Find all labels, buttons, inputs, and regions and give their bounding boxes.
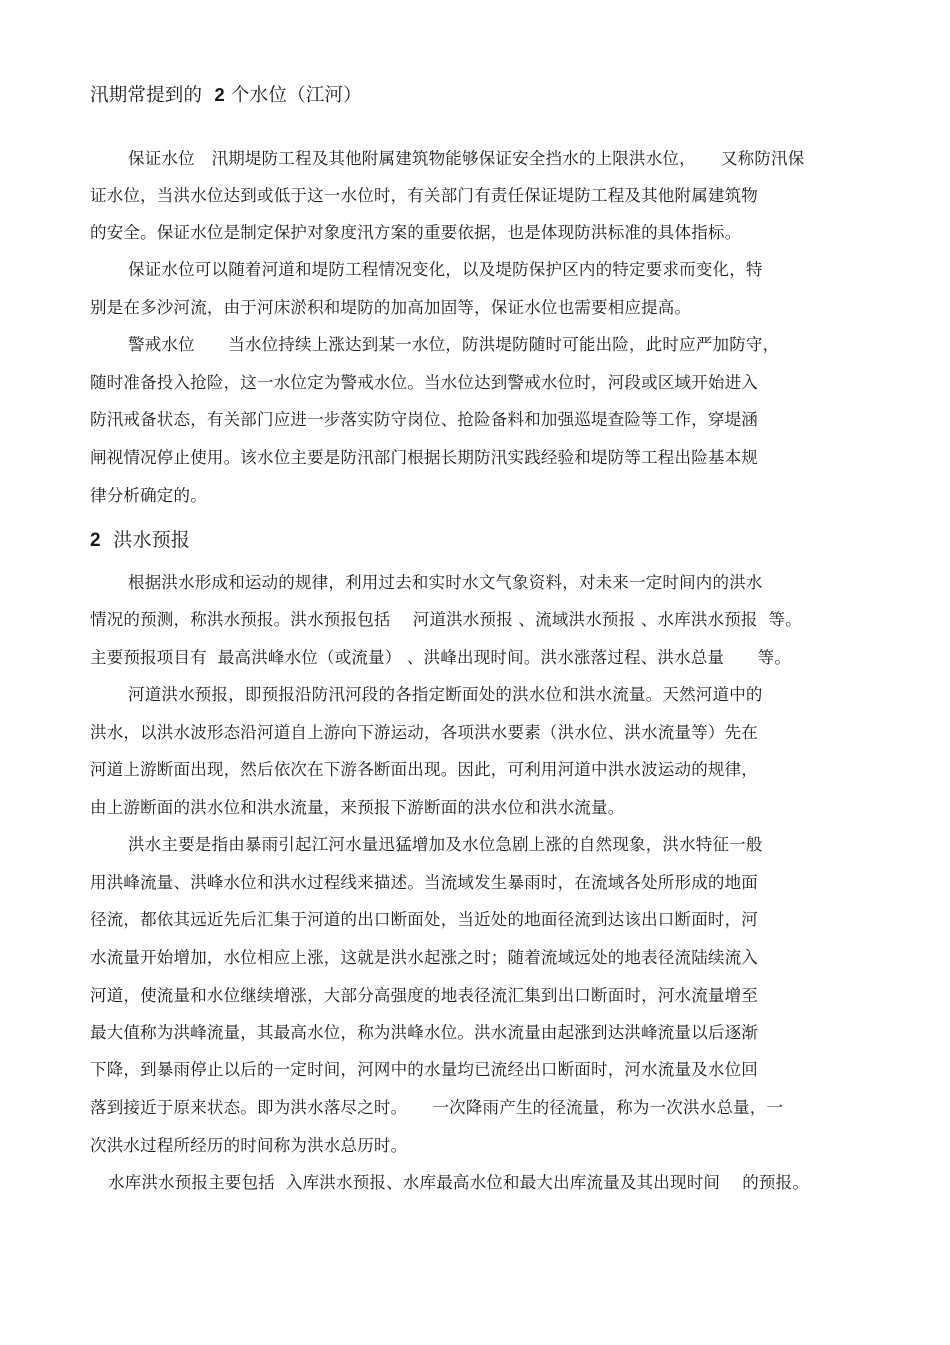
paragraph-line: 律分析确定的。 [90, 486, 207, 505]
paragraph-line: 保证水位 汛期堤防工程及其他附属建筑物能够保证安全挡水的上限洪水位， 又称防汛保 [128, 149, 805, 168]
paragraph-line: 水库洪水预报主要包括 入库洪水预报、水库最高水位和最大出库流量及其出现时间 的预报。 [108, 1173, 810, 1192]
paragraph-line: 最大值称为洪峰流量，其最高水位，称为洪峰水位。洪水流量由起涨到达洪峰流量以后逐渐 [90, 1023, 758, 1042]
paragraph-line: 河道，使流量和水位继续增涨，大部分高强度的地表径流汇集到出口断面时，河水流量增至 [90, 986, 758, 1005]
paragraph-line: 洪水，以洪水波形态沿河道自上游向下游运动，各项洪水要素（洪水位、洪水流量等）先在 [90, 723, 758, 742]
section-number: 2 [90, 530, 101, 551]
paragraph-line: 用洪峰流量、洪峰水位和洪水过程线来描述。当流域发生暴雨时，在流域各处所形成的地面 [90, 873, 758, 892]
paragraph-line: 闸视情况停止使用。该水位主要是防汛部门根据长期防汛实践经验和堤防等工程出险基本规 [90, 448, 758, 467]
paragraph-line: 主要预报项目有 最高洪峰水位（或流量） 、洪峰出现时间。洪水涨落过程、洪水总量 等。 [90, 648, 792, 667]
paragraph-line: 情况的预测，称洪水预报。洪水预报包括 河道洪水预报 、流域洪水预报 、水库洪水预报 等。 [90, 610, 802, 629]
heading-prefix: 汛期常提到的 [90, 85, 203, 106]
paragraph-line: 洪水主要是指由暴雨引起江河水量迅猛增加及水位急剧上涨的自然现象，洪水特征一般 [128, 835, 763, 854]
paragraph-line: 河道洪水预报，即预报沿防汛河段的各指定断面处的洪水位和洪水流量。天然河道中的 [128, 685, 763, 704]
paragraph-line: 水流量开始增加，水位相应上涨，这就是洪水起涨之时；随着流域远处的地表径流陆续流入 [90, 948, 758, 967]
paragraph-line: 根据洪水形成和运动的规律，利用过去和实时水文气象资料，对未来一定时间内的洪水 [128, 573, 763, 592]
paragraph-line: 落到接近于原来状态。即为洪水落尽之时。 一次降雨产生的径流量，称为一次洪水总量，一 [90, 1098, 784, 1117]
paragraph-line: 防汛戒备状态，有关部门应进一步落实防守岗位、抢险备料和加强巡堤查险等工作，穿堤涵 [90, 410, 758, 429]
paragraph-line: 径流，都依其远近先后汇集于河道的出口断面处，当近处的地面径流到达该出口断面时，河 [90, 910, 758, 929]
paragraph-line: 河道上游断面出现，然后依次在下游各断面出现。因此，可利用河道中洪水波运动的规律， [90, 760, 758, 779]
heading-water-levels [90, 83, 362, 108]
section-title: 洪水预报 [113, 529, 191, 551]
paragraph-line: 次洪水过程所经历的时间称为洪水总历时。 [90, 1136, 408, 1155]
heading-number: 2 [214, 84, 225, 105]
paragraph-line: 由上游断面的洪水位和洪水流量，来预报下游断面的洪水位和洪水流量。 [90, 798, 625, 817]
paragraph-line: 保证水位可以随着河道和堤防工程情况变化，以及堤防保护区内的特定要求而变化，特 [128, 260, 763, 279]
paragraph-line: 警戒水位 当水位持续上涨达到某一水位，防洪堤防随时可能出险，此时应严加防守， [128, 335, 780, 354]
paragraph-line: 下降，到暴雨停止以后的一定时间，河网中的水量均已流经出口断面时，河水流量及水位回 [90, 1060, 758, 1079]
paragraph-line: 别是在多沙河流，由于河床淤积和堤防的加高加固等，保证水位也需要相应提高。 [90, 298, 692, 317]
paragraph-line: 证水位，当洪水位达到或低于这一水位时，有关部门有责任保证堤防工程及其他附属建筑物 [90, 186, 758, 205]
paragraph-line: 随时准备投入抢险，这一水位定为警戒水位。当水位达到警戒水位时，河段或区域开始进入 [90, 373, 758, 392]
paragraph-line: 的安全。保证水位是制定保护对象度汛方案的重要依据，也是体现防洪标准的具体指标。 [90, 223, 742, 242]
section-heading-flood-forecast [90, 528, 190, 553]
heading-suffix: 个水位（江河） [230, 85, 362, 106]
